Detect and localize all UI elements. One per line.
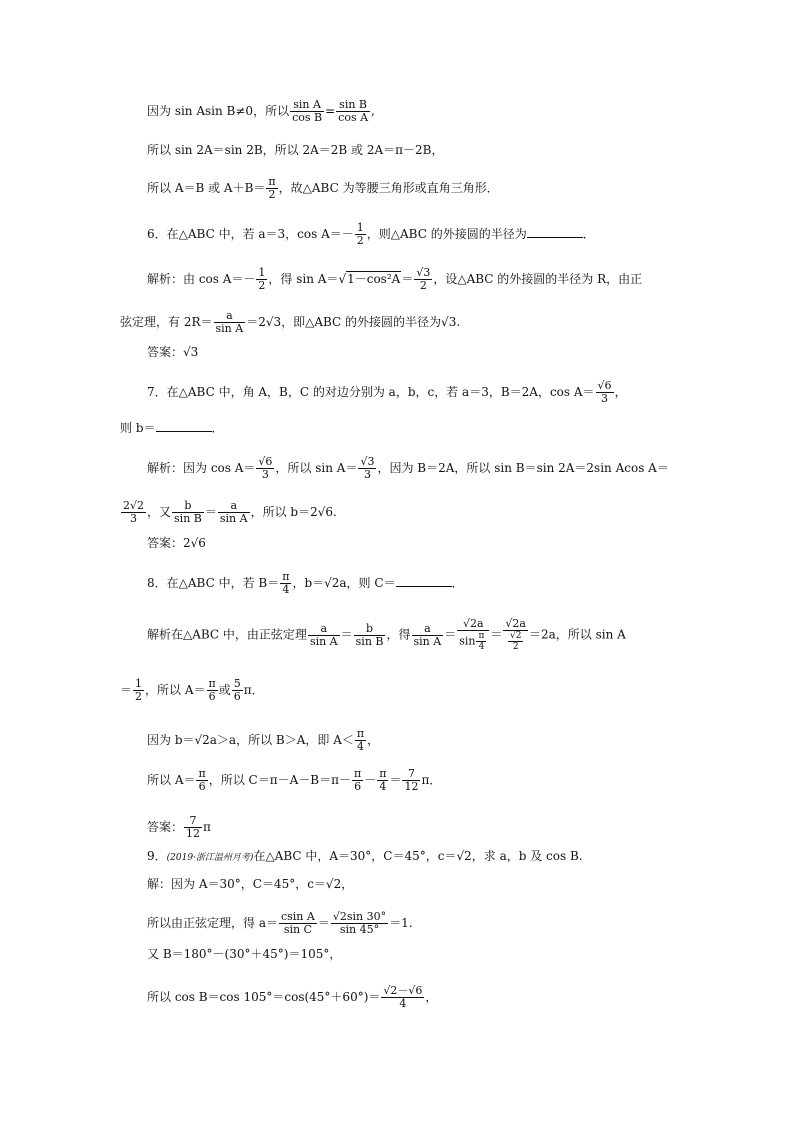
fraction: $\frac{√2a}{\frac{√2}{2}}$ <box>505 617 526 652</box>
fraction: $\frac{a}{\text{sin A}}$ <box>215 309 244 335</box>
fraction: $\frac{\pi}{6}$ <box>198 767 206 793</box>
fraction: $\frac{\text{sin A}}{\text{cos B}}$ <box>292 98 323 124</box>
solution-line: 所以 cos B＝cos 105°＝cos(45°＋60°)＝ $\frac{√2-√6}{4}$ ， <box>147 984 438 1010</box>
fraction: $\frac{5}{6}$ <box>233 677 241 703</box>
fraction: $\frac{7}{12}$ <box>404 767 419 793</box>
solution-line: 所以由正弦定理，得 a＝ $\frac{\text{csin A}}{\text{sin C}}$ ＝ $\frac{√2\sin 30^\circ}{\sin 45^\circ}$ ＝1. <box>147 910 413 936</box>
question-9: 9．(2019·浙江温州月考)在△ABC 中，A＝30°，C＝45°，c＝√2，求 a，b 及 cos B. <box>147 849 583 863</box>
fraction: $\frac{\text{csin A}}{\text{sin C}}$ <box>280 910 315 936</box>
solution-line: $\frac{2√2}{3}$ ，又 $\frac{b}{\text{sin B}}$ ＝ $\frac{a}{\text{sin A}}$ ，所以 b＝2√6. <box>123 499 337 525</box>
fraction: $\frac{a}{\text{sin A}}$ <box>219 499 248 525</box>
text: 因为 sin Asin B≠0，所以 <box>147 104 290 118</box>
fraction: $\frac{1}{2}$ <box>135 677 143 703</box>
fraction: $\frac{√2-√6}{4}$ <box>383 984 423 1010</box>
fraction: $\frac{\text{sin B}}{\text{cos A}}$ <box>338 98 369 124</box>
fraction: $\frac{1}{2}$ <box>258 266 266 292</box>
fraction: $\frac{1}{2}$ <box>356 221 364 247</box>
fraction: $\frac{b}{\text{sin B}}$ <box>174 499 202 525</box>
solution-line: 解析：因为 cos A＝ $\frac{√6}{3}$ ，所以 sin A＝ $\frac{√3}{3}$ ，因为 B＝2A，所以 sin B＝sin 2A＝2sin Acos A＝ <box>147 455 669 481</box>
question-line: 则 b＝ ． <box>120 421 224 435</box>
answer-line: 答案：2√6 <box>147 536 206 550</box>
solution-line: 解：因为 A＝30°，C＝45°，c＝√2， <box>147 877 354 891</box>
answer-line: 答案： $\frac{7}{12}$ π <box>147 814 211 840</box>
fraction: $\frac{√3}{3}$ <box>360 455 375 481</box>
fraction: $\frac{\pi}{2}$ <box>268 175 276 201</box>
source-note: (2019·浙江温州月考) <box>166 853 254 863</box>
fraction: $\frac{\pi}{4}$ <box>478 631 485 652</box>
fraction: $\frac{b}{\text{sin B}}$ <box>355 621 384 648</box>
solution-line: 所以 sin 2A＝sin 2B，所以 2A＝2B 或 2A＝π－2B， <box>147 143 444 157</box>
fraction: $\frac{\pi}{4}$ <box>356 727 365 753</box>
fraction: $\frac{\pi}{4}$ <box>282 570 290 596</box>
fraction: $\frac{7}{12}$ <box>186 814 201 840</box>
fraction: $\frac{\pi}{6}$ <box>208 677 216 703</box>
answer-blank <box>156 419 212 432</box>
solution-line: 因为 sin Asin B≠0，所以 $\frac{\text{sin A}}{\text{cos B}}$ = $\frac{\text{sin B}}{\text{cos A}}$ , <box>147 98 375 124</box>
fraction: $\frac{√6}{3}$ <box>597 379 612 405</box>
fraction: $\frac{√3}{2}$ <box>416 266 431 292</box>
solution-line: 解析：由 cos A＝－ $\frac{1}{2}$ ，得 sin A＝√1－cos²A＝ $\frac{√3}{2}$ ，设△ABC 的外接圆的半径为 R，由正 <box>147 266 643 292</box>
question-8: 8．在△ABC 中，若 B＝ $\frac{\pi}{4}$ ，b＝√2a，则 C＝ ． <box>147 570 464 596</box>
solution-line: ＝ $\frac{1}{2}$ ，所以 A＝ $\frac{\pi}{6}$ 或 $\frac{5}{6}$ π． <box>120 677 264 703</box>
solution-line: 因为 b＝√2a＞a，所以 B＞A，即 A＜ $\frac{\pi}{4}$ ， <box>147 727 380 753</box>
solution-line: 又 B＝180°－(30°＋45°)＝105°， <box>147 947 342 961</box>
question-6: 6．在△ABC 中，若 a＝3，cos A＝－ $\frac{1}{2}$ ，则△ABC 的外接圆的半径为 ． <box>147 221 595 247</box>
answer-line: 答案：√3 <box>147 345 199 359</box>
fraction: $\frac{√6}{3}$ <box>258 455 273 481</box>
sqrt: √1－cos²A <box>338 272 401 286</box>
solution-line: 所以 A＝ $\frac{\pi}{6}$ ，所以 C＝π－A－B＝π－ $\frac{\pi}{6}$ － $\frac{\pi}{4}$ ＝ $\frac{7}{12}$ π． <box>147 767 442 793</box>
fraction: $\frac{a}{\text{sin A}}$ <box>413 621 442 648</box>
fraction: $\frac{√2}{2}$ <box>509 631 522 652</box>
solution-line: 所以 A＝B 或 A＋B＝ $\frac{\pi}{2}$ ，故△ABC 为等腰三角形或直角三角形． <box>147 175 499 201</box>
answer-blank <box>527 225 583 238</box>
solution-line: 解析在△ABC 中，由正弦定理 $\frac{a}{\text{sin A}}$ ＝ $\frac{b}{\text{sin B}}$ ，得 $\frac{a}{\text{sin A}}$ ＝ √2a sin $\frac{\pi}{4}$ ＝ $\frac{√2a}{\frac{√2}{2}}$ ＝2a，所以 sin A <box>147 617 626 652</box>
fraction: √2a sin $\frac{\pi}{4}$ <box>457 618 489 652</box>
solution-line: 弦定理，有 2R＝ $\frac{a}{\text{sin A}}$ ＝2√3，即△ABC 的外接圆的半径为√3. <box>120 309 461 335</box>
question-7: 7．在△ABC 中，角 A，B，C 的对边分别为 a，b，c，若 a＝3，B＝2A，cos A＝ $\frac{√6}{3}$ ， <box>147 379 627 405</box>
answer-blank <box>396 574 452 587</box>
fraction: $\frac{a}{\text{sin A}}$ <box>309 621 338 648</box>
fraction: $\frac{√2\sin 30^\circ}{\sin 45^\circ}$ <box>332 910 387 936</box>
fraction: $\frac{2√2}{3}$ <box>123 499 145 525</box>
fraction: $\frac{\pi}{4}$ <box>379 767 387 793</box>
fraction: $\frac{\pi}{6}$ <box>353 767 362 793</box>
